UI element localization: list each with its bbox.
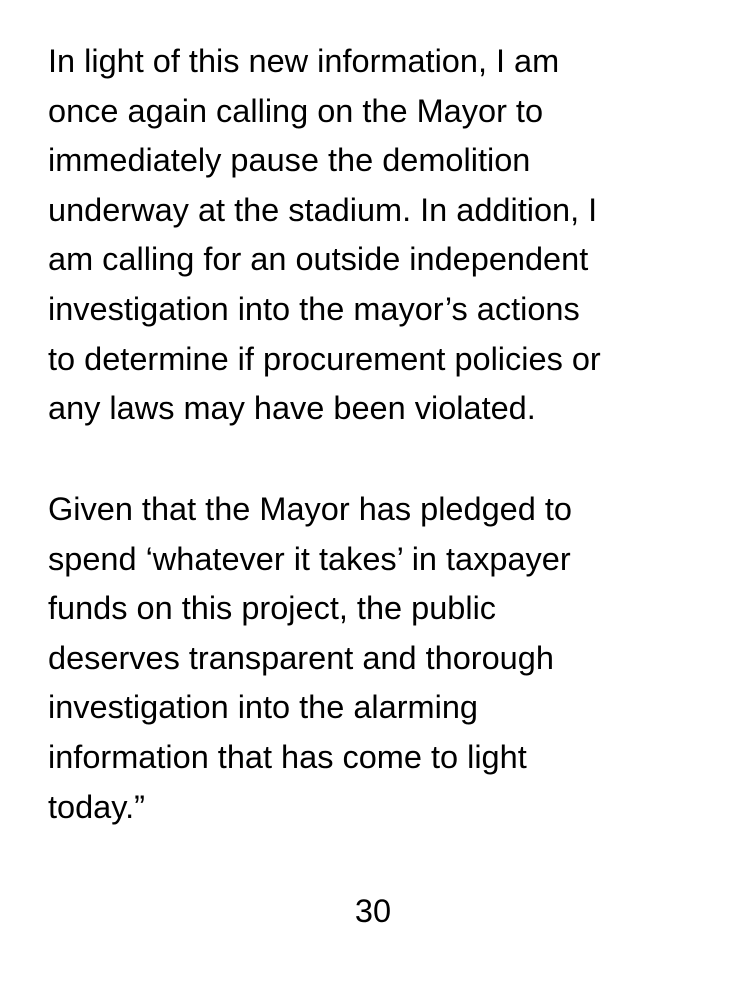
paragraph-2 bbox=[48, 485, 738, 832]
paragraph-line: any laws may have been violated. bbox=[48, 390, 536, 427]
paragraph-line: deserves transparent and thorough bbox=[48, 639, 554, 676]
paragraph-line: underway at the stadium. In addition, I bbox=[48, 191, 598, 228]
paragraph-line: to determine if procurement policies or bbox=[48, 340, 601, 377]
paragraph-line: information that has come to light bbox=[48, 738, 527, 775]
paragraph-line: investigation into the alarming bbox=[48, 689, 478, 726]
paragraph-line: spend ‘whatever it takes’ in taxpayer bbox=[48, 540, 571, 577]
paragraph-line: immediately pause the demolition bbox=[48, 142, 531, 179]
paragraph-line: once again calling on the Mayor to bbox=[48, 92, 544, 129]
paragraph-1 bbox=[48, 37, 738, 434]
page-number: 30 bbox=[354, 893, 392, 929]
paragraph-line: Given that the Mayor has pledged to bbox=[48, 491, 572, 527]
paragraph-line: today.” bbox=[48, 788, 145, 825]
paragraph-line: funds on this project, the public bbox=[48, 590, 497, 627]
paragraph-line: am calling for an outside independent bbox=[48, 241, 589, 278]
paragraph-line: In light of this new information, I am bbox=[48, 43, 560, 79]
paragraph-line: investigation into the mayor’s actions bbox=[48, 290, 580, 327]
